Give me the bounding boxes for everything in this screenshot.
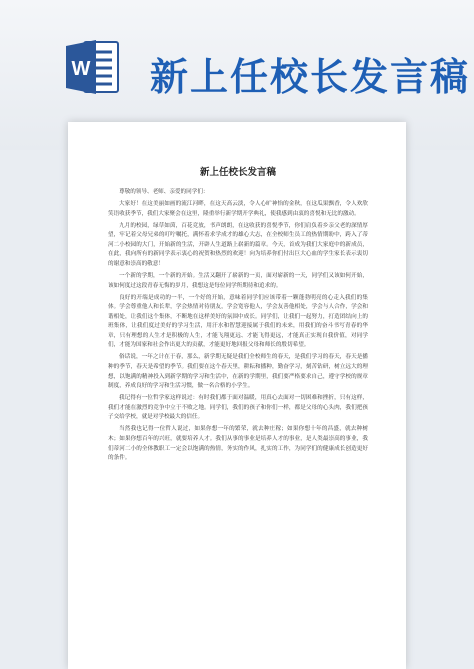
- paragraph: 大家好！在这美丽如画的流江河畔，在这天高云淡，令人心旷神怡的金秋，在这瓜果飘香，令人欢欣笑语收获季节，我们大家聚会在这里，隆重举行新学期开学典礼，使我感到由衷的喜悦和无比的激动。: [108, 200, 368, 217]
- document-title: 新上任校长发言稿: [199, 167, 276, 178]
- paragraph: 我记得有一位哲学家这样说过：有时我们都于面对温暖，用真心去面对一切困难和挫折，只有这样，我们才能在激烈的竞争中立于不败之地。同学们，我们的孩子和你们一样，都是父母的心头肉，我们把孩子交给学校，就是对学校最大的信任。: [108, 395, 368, 421]
- banner-title: 新上任校长发言稿: [150, 54, 471, 99]
- paragraph-greeting: 尊敬的领导、老师、亲爱的同学们：: [119, 189, 209, 195]
- paragraph: 俗话说，一年之计在于春，那么，新学期无疑是我们全校师生的春天，是我们学习的春天，春天是播种的季节，春天是希望的季节。我们要在这个春天里，耕耘和播种，勤奋学习，刻苦钻研，树立远大的理想，以饱满的精神投入到新学期的学习和生活中，在新的学期里，我们要严格要求自己，遵守学校的规章制度，养成良好的学习和生活习惯，做一名合格的小学生。: [108, 354, 368, 390]
- svg-text:W: W: [71, 58, 91, 80]
- word-document-icon: [62, 36, 124, 98]
- paragraph: 九月的校园，绿草如茵，百花竞放，书声朗朗，在这收获的喜悦季节，你们肩负着乡亲父老的深情厚望，牢记着父母兄弟的叮咛嘱托，满怀着求学成才的雄心大志，在全校师生员工的热情期盼中，跨入了蒂河二小校园的大门，开始新的生活，开辟人生道路上崭新的篇章。今天，首成为我们大家庭中的新成员，在此，我向所有的新同学表示衷心的祝贺和热烈的欢迎！向为培养你们付出巨大心血的学生家长表示衷切的谢意和崇高的敬意！: [108, 222, 368, 267]
- paragraph: 良好的开端是成功的一半，一个好的开始，意味着同学们应该带着一颗蓬勃明亮的心走入我们的集体。学会尊重他人和长辈，学会热情对待朋友，学会宽容他人，学会友善他相处，学会与人合作，学会和谐相处，让我们这个集体，不断地在这样美好的氛围中成长。同学们，让我们一起努力，打造团结向上的班集体，让我们度过美好的学习生活，用汗水和智慧迎接属于我们的未来，用我们的奋斗书写青春的华章，只有理想的人生才是积极的人生，才能飞翔更远、才能飞得更远，才能真正实现自我价值，对同学们，才能为国家和社会作出更大的贡献，才能更好地回报父母和师长的殷切希望。: [108, 294, 368, 349]
- document-page: [68, 122, 406, 669]
- paragraph: 一个新的学期，一个新的开始。生活又翻开了崭新的一页，面对崭新的一天，同学们又该如何开始，该如何度过这段青春无悔的岁月，我想这是每位同学所期待和追求的。: [108, 272, 368, 289]
- paragraph: 当然我也记得一位哲人说过，如果你想一年的繁荣，就去种庄稼；如果你想十年的昌盛，就去种树木；如果你想百年的兴旺，就要培养人才。我们从事的事业是培养人才的事业，是人类最崇高的事业，我们蒂河二小的全体教职工一定会以饱满的热情，务实的作风，扎实的工作，为同学们的健康成长创造更好的条件。: [108, 426, 368, 462]
